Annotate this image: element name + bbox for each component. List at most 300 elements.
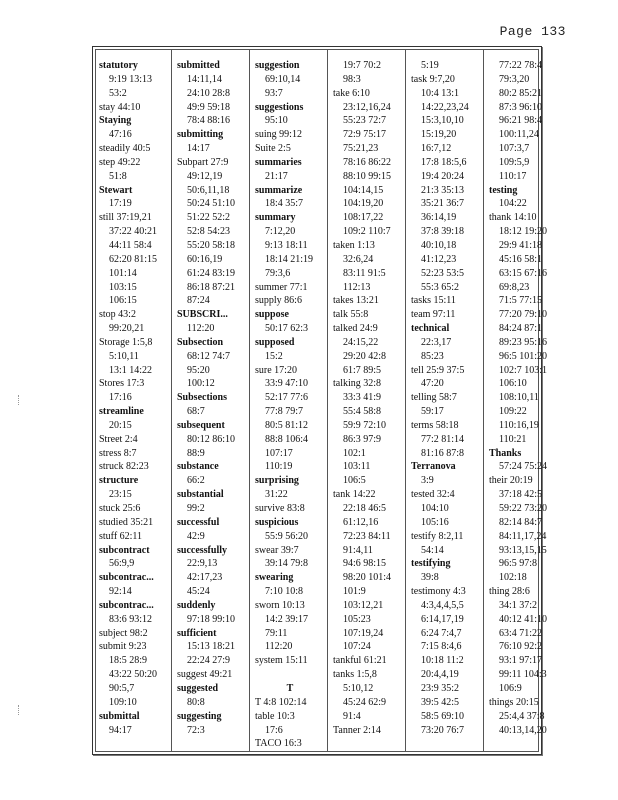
index-term: Staying [99,115,132,127]
index-locator: 83:11 91:5 [343,267,386,279]
index-locator: 31:22 [265,489,288,501]
index-locator: 44:11 58:4 [109,239,152,251]
index-term: swearing [255,572,294,584]
index-locator: 63:15 67:16 [499,267,548,279]
index-term: sure 17:20 [255,364,297,376]
index-term: system 15:11 [255,655,308,667]
index-locator: 40:12 41:10 [499,613,548,625]
index-term: team 97:11 [411,309,456,321]
index-locator: 24:10 28:8 [187,87,231,99]
index-locator: 4:3,4,4,5,5 [421,599,464,611]
column-divider [483,49,484,752]
index-locator: 21:17 [265,170,288,182]
index-locator: 13:1 14:22 [109,364,153,376]
index-term: table 10:3 [255,710,295,722]
column-divider [405,49,406,752]
index-locator: 20:4,4,19 [421,669,459,681]
index-blank-line [255,668,325,682]
index-locator: 105:16 [421,516,449,528]
index-term: telling 58:7 [411,392,457,404]
index-locator: 42:9 [187,530,205,542]
index-locator: 36:14,19 [421,212,457,224]
index-locator: 109:10 [109,696,137,708]
index-term: Subpart 27:9 [177,156,229,168]
index-locator: 16:7,12 [421,143,452,155]
index-locator: 105:23 [343,613,371,625]
index-letter-heading: T [286,682,294,694]
index-locator: 6:24 7:4,7 [421,627,462,639]
index-term: streamline [99,406,144,418]
index-locator: 47:20 [421,378,444,390]
index-locator: 37:8 39:18 [421,226,465,238]
index-locator: 45:16 58:1 [499,253,543,265]
index-term: taken 1:13 [333,239,375,251]
index-term: steadily 40:5 [99,143,151,155]
index-locator: 22:3,17 [421,336,452,348]
index-locator: 61:24 83:19 [187,267,236,279]
index-locator: 60:16,19 [187,253,223,265]
index-locator: 93:1 97:17 [499,655,543,667]
index-locator: 103:12,21 [343,599,384,611]
index-term: Stores 17:3 [99,378,145,390]
index-locator: 14:2 39:17 [265,613,309,625]
index-locator: 87:3 96:10 [499,101,543,113]
index-locator: 9:19 13:13 [109,73,153,85]
index-term: supposed [255,336,295,348]
index-locator: 49:9 59:18 [187,101,231,113]
index-locator: 108:10,11 [499,392,539,404]
index-locator: 57:24 75:24 [499,461,548,473]
index-locator: 104:14,15 [343,184,384,196]
index-locator: 54:14 [421,544,444,556]
index-locator: 45:24 [187,586,210,598]
index-locator: 102:18 [499,572,527,584]
index-term: subject 98:2 [99,627,148,639]
index-term: Street 2:4 [99,433,138,445]
index-locator: 99:11 104:3 [499,669,547,681]
index-term: structure [99,475,139,487]
index-locator: 34:1 37:2 [499,599,538,611]
index-locator: 110:21 [499,433,527,445]
index-term: stop 43:2 [99,309,136,321]
index-locator: 80:2 85:21 [499,87,543,99]
index-locator: 29:9 41:18 [499,239,543,251]
index-term: submitted [177,60,220,71]
index-locator: 110:17 [499,170,527,182]
index-term: talking 32:8 [333,378,382,390]
index-locator: 52:23 53:5 [421,267,465,279]
index-column-2 [177,59,247,737]
index-locator: 32:6,24 [343,253,374,265]
index-locator: 97:18 99:10 [187,613,236,625]
index-locator: 42:17,23 [187,572,223,584]
index-locator: 22:24 27:9 [187,655,231,667]
index-locator: 3:9 [421,475,434,487]
index-locator: 71:5 77:15 [499,295,543,307]
index-term: takes 13:21 [333,295,379,307]
index-term: survive 83:8 [255,503,305,514]
index-locator: 53:2 [109,87,127,99]
index-locator: 15:19,20 [421,129,457,141]
index-term: Suite 2:5 [255,143,291,155]
index-locator: 80:12 86:10 [187,433,236,445]
index-term: suggest 49:21 [177,669,233,681]
index-locator: 21:3 35:13 [421,184,465,196]
index-locator: 108:17,22 [343,212,384,224]
index-locator: 86:18 87:21 [187,281,236,293]
index-locator: 99:20,21 [109,323,145,335]
index-locator: 50:17 62:3 [265,323,309,335]
index-locator: 68:7 [187,406,205,418]
index-locator: 77:2 81:14 [421,433,465,445]
index-locator: 72:9 75:17 [343,129,387,141]
index-locator: 15:3,10,10 [421,115,464,127]
index-locator: 18:14 21:19 [265,253,314,265]
index-locator: 10:18 11:2 [421,655,464,667]
index-term: suddenly [177,599,216,611]
index-locator: 7:10 10:8 [265,586,304,598]
index-locator: 52:8 54:23 [187,226,231,238]
index-locator: 18:12 19:20 [499,226,548,238]
index-term: still 37:19,21 [99,212,152,224]
index-locator: 106:15 [109,295,137,307]
index-term: stress 8:7 [99,447,137,459]
index-term: suggested [177,682,219,694]
index-locator: 88:8 106:4 [265,433,309,445]
index-locator: 86:3 97:9 [343,433,382,445]
index-locator: 84:24 87:1 [499,323,543,335]
index-term: testimony 4:3 [411,586,466,598]
index-term: T 4:8 102:14 [255,696,307,708]
index-locator: 107:24 [343,641,371,653]
index-term: successfully [177,544,227,556]
index-term: Terranova [411,461,456,473]
index-locator: 50:24 51:10 [187,198,236,210]
index-locator: 20:15 [109,419,132,431]
index-locator: 59:9 72:10 [343,419,387,431]
index-term: tell 25:9 37:5 [411,364,465,376]
index-term: summary [255,212,296,224]
index-locator: 75:21,23 [343,143,379,155]
index-term: Subsection [177,336,224,348]
index-term: submit 9:23 [99,641,147,653]
index-term: submitting [177,129,224,141]
index-locator: 88:9 [187,447,205,459]
index-term: summaries [255,156,302,168]
index-term: substance [177,461,219,473]
index-locator: 100:11,24 [499,129,539,141]
index-locator: 80:5 81:12 [265,419,309,431]
index-locator: 45:24 62:9 [343,696,387,708]
index-term: suppose [255,309,289,321]
index-locator: 102:1 [343,447,366,459]
index-term: summer 77:1 [255,281,308,293]
index-locator: 59:17 [421,406,444,418]
index-locator: 19:4 20:24 [421,170,465,182]
index-locator: 43:22 50:20 [109,669,158,681]
index-term: subcontract [99,544,150,556]
index-locator: 104:19,20 [343,198,384,210]
column-divider [327,49,328,752]
index-locator: 98:3 [343,73,361,85]
index-locator: 17:19 [109,198,132,210]
index-locator: 81:16 87:8 [421,447,465,459]
index-locator: 78:16 86:22 [343,156,392,168]
index-locator: 39:14 79:8 [265,558,309,570]
index-locator: 22:9,13 [187,558,218,570]
index-locator: 79:3,20 [499,73,530,85]
index-term: swear 39:7 [255,544,299,556]
index-locator: 99:2 [187,503,205,514]
index-locator: 101:9 [343,586,366,598]
index-term: suing 99:12 [255,129,302,141]
index-term: stay 44:10 [99,101,141,113]
index-term: SUBSCRI... [177,309,228,321]
index-locator: 90:5,7 [109,682,135,694]
index-locator: 6:14,17,19 [421,613,464,625]
index-locator: 106:5 [343,475,366,487]
index-term: TACO 16:3 [255,738,302,750]
index-term: tanks 1:5,8 [333,669,377,681]
index-locator: 82:14 84:7 [499,516,543,528]
index-locator: 76:10 92:2 [499,641,543,653]
index-locator: 104:10 [421,503,449,514]
index-locator: 55:23 72:7 [343,115,387,127]
index-term: talked 24:9 [333,323,378,335]
index-locator: 7:12,20 [265,226,296,238]
index-locator: 55:4 58:8 [343,406,382,418]
index-term: subcontrac... [99,599,154,611]
index-locator: 39:8 [421,572,439,584]
index-locator: 41:12,23 [421,253,457,265]
index-term: suspicious [255,516,299,528]
index-locator: 89:23 95:16 [499,336,548,348]
index-locator: 23:15 [109,489,132,501]
index-locator: 94:17 [109,724,132,736]
index-locator: 35:21 36:7 [421,198,465,210]
index-term: struck 82:23 [99,461,149,473]
index-locator: 78:4 88:16 [187,115,231,127]
index-locator: 17:16 [109,392,132,404]
index-term: testing [489,184,518,196]
index-locator: 33:3 41:9 [343,392,382,404]
index-term: tested 32:4 [411,489,455,501]
index-term: stuck 25:6 [99,503,141,514]
index-term: their 20:19 [489,475,533,487]
index-term: tasks 15:11 [411,295,456,307]
index-locator: 79:11 [265,627,288,639]
index-locator: 110:16,19 [499,419,539,431]
index-term: studied 35:21 [99,516,154,528]
index-locator: 51:8 [109,170,127,182]
index-locator: 104:22 [499,198,527,210]
index-locator: 14:17 [187,143,210,155]
index-locator: 85:23 [421,350,444,362]
index-term: testifying [411,558,451,570]
index-locator: 15:2 [265,350,283,362]
index-term: successful [177,516,220,528]
index-locator: 102:7 103:1 [499,364,548,376]
index-term: subsequent [177,419,225,431]
index-column-3 [255,59,325,751]
index-locator: 58:5 69:10 [421,710,465,722]
index-locator: 96:5 97:8 [499,558,538,570]
index-locator: 69:10,14 [265,73,301,85]
index-locator: 49:12,19 [187,170,223,182]
index-locator: 18:5 28:9 [109,655,148,667]
index-locator: 23:12,16,24 [343,101,391,113]
index-term: testify 8:2,11 [411,530,464,542]
index-locator: 87:24 [187,295,210,307]
index-locator: 107:17 [265,447,293,459]
index-term: things 20:15 [489,696,539,708]
index-term: Thanks [489,447,522,459]
index-term: stuff 62:11 [99,530,143,542]
index-locator: 55:9 56:20 [265,530,309,542]
index-locator: 17:8 18:5,6 [421,156,467,168]
index-term: Storage 1:5,8 [99,336,153,348]
index-term: sworn 10:13 [255,599,305,611]
index-locator: 109:2 110:7 [343,226,391,238]
index-locator: 112:13 [343,281,371,293]
index-locator: 106:9 [499,682,522,694]
index-locator: 37:22 40:21 [109,226,158,238]
index-locator: 55:3 65:2 [421,281,460,293]
index-locator: 7:15 8:4,6 [421,641,462,653]
index-locator: 77:22 78:4 [499,60,543,71]
page-number: Page 133 [499,24,566,39]
index-locator: 5:10,11 [109,350,139,362]
index-locator: 80:8 [187,696,205,708]
index-locator: 112:20 [265,641,293,653]
index-locator: 40:10,18 [421,239,457,251]
index-term: summarize [255,184,303,196]
index-term: surprising [255,475,299,487]
index-term: sufficient [177,627,217,639]
index-column-4 [333,59,403,737]
index-locator: 37:18 42:5 [499,489,543,501]
index-locator: 91:4,11 [343,544,373,556]
index-locator: 112:20 [187,323,215,335]
index-locator: 5:10,12 [343,682,374,694]
index-term: submittal [99,710,140,722]
index-column-1 [99,59,169,737]
index-locator: 25:4,4 37:8 [499,710,545,722]
scan-mark [18,705,21,715]
index-locator: 9:13 18:11 [265,239,308,251]
index-term: suggesting [177,710,222,722]
column-divider [171,49,172,752]
index-locator: 72:3 [187,724,205,736]
index-locator: 94:6 98:15 [343,558,387,570]
index-locator: 24:15,22 [343,336,379,348]
index-locator: 109:22 [499,406,527,418]
index-term: statutory [99,60,138,71]
index-locator: 50:6,11,18 [187,184,230,196]
index-locator: 91:4 [343,710,361,722]
index-locator: 106:10 [499,378,527,390]
index-term: substantial [177,489,224,501]
index-locator: 79:3,6 [265,267,291,279]
column-divider [249,49,250,752]
index-locator: 84:11,17,24 [499,530,547,542]
index-locator: 61:12,16 [343,516,379,528]
index-locator: 100:12 [187,378,215,390]
index-term: Tanner 2:14 [333,724,381,736]
index-locator: 103:15 [109,281,137,293]
index-locator: 14:22,23,24 [421,101,469,113]
scan-mark [18,395,21,405]
index-locator: 109:5,9 [499,156,530,168]
index-locator: 14:11,14 [187,73,222,85]
index-locator: 107:19,24 [343,627,384,639]
index-term: suggestions [255,101,304,113]
index-locator: 52:17 77:6 [265,392,309,404]
index-term: technical [411,323,450,335]
index-locator: 40:13,14,20 [499,724,547,736]
index-locator: 96:21 98:4 [499,115,543,127]
index-locator: 68:12 74:7 [187,350,231,362]
index-term: take 6:10 [333,87,370,99]
index-locator: 29:20 42:8 [343,350,387,362]
index-locator: 69:8,23 [499,281,530,293]
index-locator: 66:2 [187,475,205,487]
index-locator: 22:18 46:5 [343,503,387,514]
index-locator: 17:6 [265,724,283,736]
index-locator: 56:9,9 [109,558,135,570]
index-term: Stewart [99,184,133,196]
index-locator: 101:14 [109,267,137,279]
index-locator: 103:11 [343,461,371,473]
index-locator: 19:7 70:2 [343,60,382,71]
index-locator: 98:20 101:4 [343,572,392,584]
index-locator: 10:4 13:1 [421,87,460,99]
index-locator: 55:20 58:18 [187,239,236,251]
index-locator: 93:7 [265,87,283,99]
index-locator: 73:20 76:7 [421,724,465,736]
index-locator: 77:8 79:7 [265,406,304,418]
index-term: suggestion [255,60,300,71]
index-locator: 47:16 [109,129,132,141]
index-locator: 63:4 71:22 [499,627,543,639]
index-locator: 96:5 101:20 [499,350,548,362]
index-locator: 39:5 42:5 [421,696,460,708]
index-locator: 95:10 [265,115,288,127]
index-locator: 59:22 73:20 [499,503,548,514]
index-locator: 92:14 [109,586,132,598]
index-term: tankful 61:21 [333,655,387,667]
index-term: supply 86:6 [255,295,302,307]
index-term: step 49:22 [99,156,141,168]
index-term: Subsections [177,392,228,404]
index-table-frame [92,46,548,755]
index-locator: 110:19 [265,461,293,473]
index-locator: 72:23 84:11 [343,530,391,542]
index-locator: 95:20 [187,364,210,376]
index-locator: 93:13,15,15 [499,544,547,556]
index-locator: 15:13 18:21 [187,641,236,653]
index-term: thank 14:10 [489,212,537,224]
index-locator: 61:7 89:5 [343,364,382,376]
index-column-6 [489,59,559,737]
index-locator: 83:6 93:12 [109,613,153,625]
index-locator: 51:22 52:2 [187,212,231,224]
index-locator: 77:20 79:10 [499,309,548,321]
index-locator: 23:9 35:2 [421,682,460,694]
index-term: tank 14:22 [333,489,376,501]
index-column-5 [411,59,481,737]
index-locator: 33:9 47:10 [265,378,309,390]
